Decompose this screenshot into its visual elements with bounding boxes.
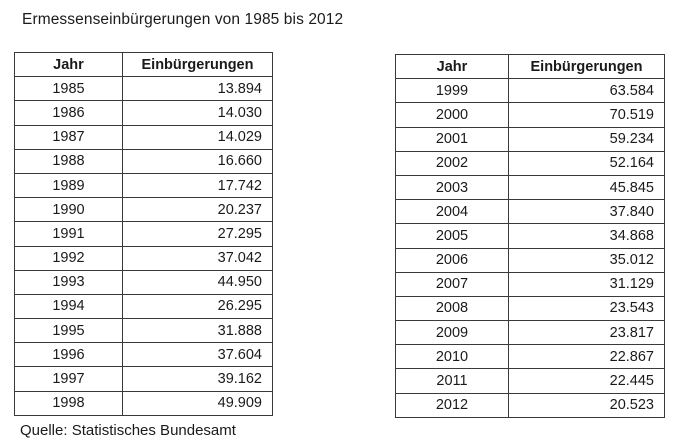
count-cell: 22.867 — [509, 345, 665, 369]
count-cell: 13.894 — [123, 77, 273, 101]
table-header-row — [396, 55, 665, 79]
table-header-row — [15, 53, 273, 77]
table-row — [15, 294, 273, 318]
count-cell: 49.909 — [123, 391, 273, 415]
year-cell: 1991 — [15, 222, 123, 246]
year-cell: 1997 — [15, 367, 123, 391]
table-row — [396, 200, 665, 224]
count-cell: 44.950 — [123, 270, 273, 294]
year-cell: 2006 — [396, 248, 509, 272]
count-cell: 37.840 — [509, 200, 665, 224]
count-cell: 31.129 — [509, 272, 665, 296]
year-cell: 1993 — [15, 270, 123, 294]
year-cell: 2002 — [396, 151, 509, 175]
year-cell: 1994 — [15, 294, 123, 318]
table-row — [15, 198, 273, 222]
count-cell: 23.543 — [509, 296, 665, 320]
count-cell: 22.445 — [509, 369, 665, 393]
count-cell: 37.042 — [123, 246, 273, 270]
table-row — [15, 77, 273, 101]
page-title: Ermessenseinbürgerungen von 1985 bis 2012 — [22, 11, 344, 28]
count-cell: 14.029 — [123, 125, 273, 149]
count-cell: 52.164 — [509, 151, 665, 175]
column-header-count: Einbürgerungen — [509, 55, 665, 79]
table-row — [396, 127, 665, 151]
table-row — [396, 224, 665, 248]
year-cell: 1986 — [15, 101, 123, 125]
year-cell: 2010 — [396, 345, 509, 369]
table-row — [396, 151, 665, 175]
count-cell: 37.604 — [123, 343, 273, 367]
count-cell: 45.845 — [509, 175, 665, 199]
count-cell: 20.237 — [123, 198, 273, 222]
table-body-right — [396, 79, 665, 418]
year-cell: 1985 — [15, 77, 123, 101]
year-cell: 2011 — [396, 369, 509, 393]
year-cell: 1995 — [15, 319, 123, 343]
source-note: Quelle: Statistisches Bundesamt — [20, 422, 236, 439]
count-cell: 23.817 — [509, 321, 665, 345]
year-cell: 2007 — [396, 272, 509, 296]
table-row — [396, 369, 665, 393]
year-cell: 1990 — [15, 198, 123, 222]
table-row — [15, 173, 273, 197]
count-cell: 16.660 — [123, 149, 273, 173]
table-row — [396, 296, 665, 320]
count-cell: 27.295 — [123, 222, 273, 246]
table-row — [396, 345, 665, 369]
year-cell: 1998 — [15, 391, 123, 415]
table-row — [15, 246, 273, 270]
table-row — [15, 319, 273, 343]
table-row — [15, 343, 273, 367]
year-cell: 2000 — [396, 103, 509, 127]
year-cell: 2003 — [396, 175, 509, 199]
year-cell: 1992 — [15, 246, 123, 270]
naturalization-table-right — [395, 54, 665, 418]
count-cell: 59.234 — [509, 127, 665, 151]
count-cell: 26.295 — [123, 294, 273, 318]
table-row — [396, 272, 665, 296]
year-cell: 1989 — [15, 173, 123, 197]
table-row — [15, 270, 273, 294]
column-header-count: Einbürgerungen — [123, 53, 273, 77]
table-row — [15, 222, 273, 246]
count-cell: 14.030 — [123, 101, 273, 125]
column-header-year: Jahr — [15, 53, 123, 77]
year-cell: 1988 — [15, 149, 123, 173]
count-cell: 34.868 — [509, 224, 665, 248]
count-cell: 39.162 — [123, 367, 273, 391]
table-row — [396, 393, 665, 417]
year-cell: 1987 — [15, 125, 123, 149]
year-cell: 1996 — [15, 343, 123, 367]
year-cell: 2009 — [396, 321, 509, 345]
table-row — [396, 248, 665, 272]
year-cell: 2001 — [396, 127, 509, 151]
table-row — [15, 149, 273, 173]
table-row — [15, 367, 273, 391]
year-cell: 2008 — [396, 296, 509, 320]
count-cell: 35.012 — [509, 248, 665, 272]
year-cell: 2004 — [396, 200, 509, 224]
column-header-year: Jahr — [396, 55, 509, 79]
table-row — [396, 321, 665, 345]
count-cell: 20.523 — [509, 393, 665, 417]
year-cell: 1999 — [396, 79, 509, 103]
table-row — [15, 125, 273, 149]
table-row — [396, 175, 665, 199]
year-cell: 2005 — [396, 224, 509, 248]
table-row — [15, 391, 273, 415]
count-cell: 17.742 — [123, 173, 273, 197]
table-row — [15, 101, 273, 125]
naturalization-table-left — [14, 52, 273, 416]
count-cell: 31.888 — [123, 319, 273, 343]
count-cell: 63.584 — [509, 79, 665, 103]
table-row — [396, 103, 665, 127]
table-row — [396, 79, 665, 103]
table-body-left — [15, 77, 273, 416]
year-cell: 2012 — [396, 393, 509, 417]
count-cell: 70.519 — [509, 103, 665, 127]
